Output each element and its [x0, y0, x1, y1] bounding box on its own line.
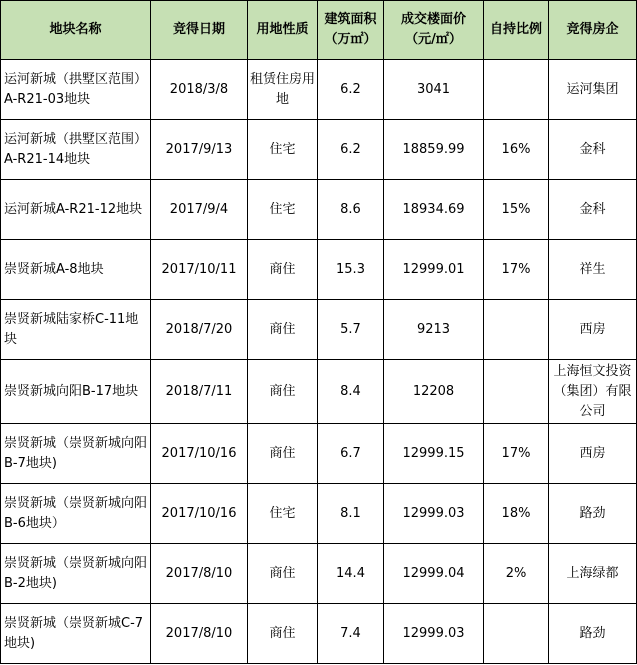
land-use-cell: 住宅 [248, 180, 318, 240]
developer-cell: 上海恒文投资（集团）有限公司 [549, 360, 637, 424]
header-land-name: 地块名称 [1, 1, 151, 60]
developer-cell: 西房 [549, 300, 637, 360]
header-auction-date: 竞得日期 [151, 1, 248, 60]
table-row [1, 360, 637, 424]
auction-date-cell: 2018/3/8 [151, 60, 248, 120]
developer-cell: 运河集团 [549, 60, 637, 120]
auction-date-cell: 2017/10/16 [151, 424, 248, 484]
self-hold-ratio-cell [484, 300, 549, 360]
table-row [1, 60, 637, 120]
table-row [1, 120, 637, 180]
developer-cell: 西房 [549, 424, 637, 484]
self-hold-ratio-cell: 18% [484, 484, 549, 544]
floor-price-cell: 12999.15 [384, 424, 484, 484]
auction-date-cell: 2017/8/10 [151, 544, 248, 604]
table-row [1, 604, 637, 664]
land-name-cell: 崇贤新城（崇贤新城向阳B-7地块) [1, 424, 151, 484]
floor-area-cell: 14.4 [318, 544, 384, 604]
floor-area-cell: 8.4 [318, 360, 384, 424]
developer-cell: 路劲 [549, 604, 637, 664]
floor-price-cell: 12208 [384, 360, 484, 424]
self-hold-ratio-cell: 17% [484, 240, 549, 300]
land-name-cell: 崇贤新城陆家桥C-11地块 [1, 300, 151, 360]
floor-area-cell: 5.7 [318, 300, 384, 360]
floor-area-cell: 6.7 [318, 424, 384, 484]
table-row [1, 180, 637, 240]
land-use-cell: 商住 [248, 424, 318, 484]
self-hold-ratio-cell: 16% [484, 120, 549, 180]
table-row [1, 300, 637, 360]
land-name-cell: 运河新城（拱墅区范围）A-R21-14地块 [1, 120, 151, 180]
table-row [1, 424, 637, 484]
header-floor-area: 建筑面积（万㎡） [318, 1, 384, 60]
auction-date-cell: 2018/7/20 [151, 300, 248, 360]
table-row [1, 240, 637, 300]
land-name-cell: 崇贤新城（崇贤新城向阳B-2地块) [1, 544, 151, 604]
land-name-cell: 崇贤新城（崇贤新城向阳B-6地块） [1, 484, 151, 544]
land-use-cell: 租赁住房用地 [248, 60, 318, 120]
header-land-use: 用地性质 [248, 1, 318, 60]
floor-price-cell: 18934.69 [384, 180, 484, 240]
land-use-cell: 商住 [248, 544, 318, 604]
land-use-cell: 商住 [248, 300, 318, 360]
floor-area-cell: 6.2 [318, 120, 384, 180]
developer-cell: 金科 [549, 120, 637, 180]
auction-date-cell: 2017/9/4 [151, 180, 248, 240]
table-row [1, 544, 637, 604]
auction-date-cell: 2017/10/11 [151, 240, 248, 300]
land-use-cell: 商住 [248, 360, 318, 424]
self-hold-ratio-cell: 15% [484, 180, 549, 240]
self-hold-ratio-cell [484, 60, 549, 120]
floor-price-cell: 12999.03 [384, 604, 484, 664]
table-header-row [1, 1, 637, 60]
developer-cell: 上海绿都 [549, 544, 637, 604]
auction-date-cell: 2017/10/16 [151, 484, 248, 544]
developer-cell: 祥生 [549, 240, 637, 300]
self-hold-ratio-cell: 17% [484, 424, 549, 484]
land-use-cell: 商住 [248, 604, 318, 664]
self-hold-ratio-cell: 2% [484, 544, 549, 604]
table-row [1, 484, 637, 544]
header-developer: 竞得房企 [549, 1, 637, 60]
land-use-cell: 住宅 [248, 120, 318, 180]
land-use-cell: 商住 [248, 240, 318, 300]
floor-price-cell: 9213 [384, 300, 484, 360]
land-name-cell: 崇贤新城（崇贤新城C-7地块) [1, 604, 151, 664]
land-name-cell: 崇贤新城A-8地块 [1, 240, 151, 300]
floor-price-cell: 12999.01 [384, 240, 484, 300]
land-name-cell: 运河新城（拱墅区范围）A-R21-03地块 [1, 60, 151, 120]
auction-date-cell: 2018/7/11 [151, 360, 248, 424]
header-floor-price: 成交楼面价（元/㎡） [384, 1, 484, 60]
floor-area-cell: 8.6 [318, 180, 384, 240]
floor-area-cell: 7.4 [318, 604, 384, 664]
auction-date-cell: 2017/8/10 [151, 604, 248, 664]
floor-area-cell: 8.1 [318, 484, 384, 544]
developer-cell: 金科 [549, 180, 637, 240]
land-name-cell: 崇贤新城向阳B-17地块 [1, 360, 151, 424]
self-hold-ratio-cell [484, 604, 549, 664]
floor-price-cell: 12999.03 [384, 484, 484, 544]
self-hold-ratio-cell [484, 360, 549, 424]
header-self-hold-ratio: 自持比例 [484, 1, 549, 60]
floor-area-cell: 15.3 [318, 240, 384, 300]
auction-date-cell: 2017/9/13 [151, 120, 248, 180]
floor-price-cell: 18859.99 [384, 120, 484, 180]
land-use-cell: 住宅 [248, 484, 318, 544]
floor-price-cell: 3041 [384, 60, 484, 120]
developer-cell: 路劲 [549, 484, 637, 544]
floor-area-cell: 6.2 [318, 60, 384, 120]
floor-price-cell: 12999.04 [384, 544, 484, 604]
land-name-cell: 运河新城A-R21-12地块 [1, 180, 151, 240]
